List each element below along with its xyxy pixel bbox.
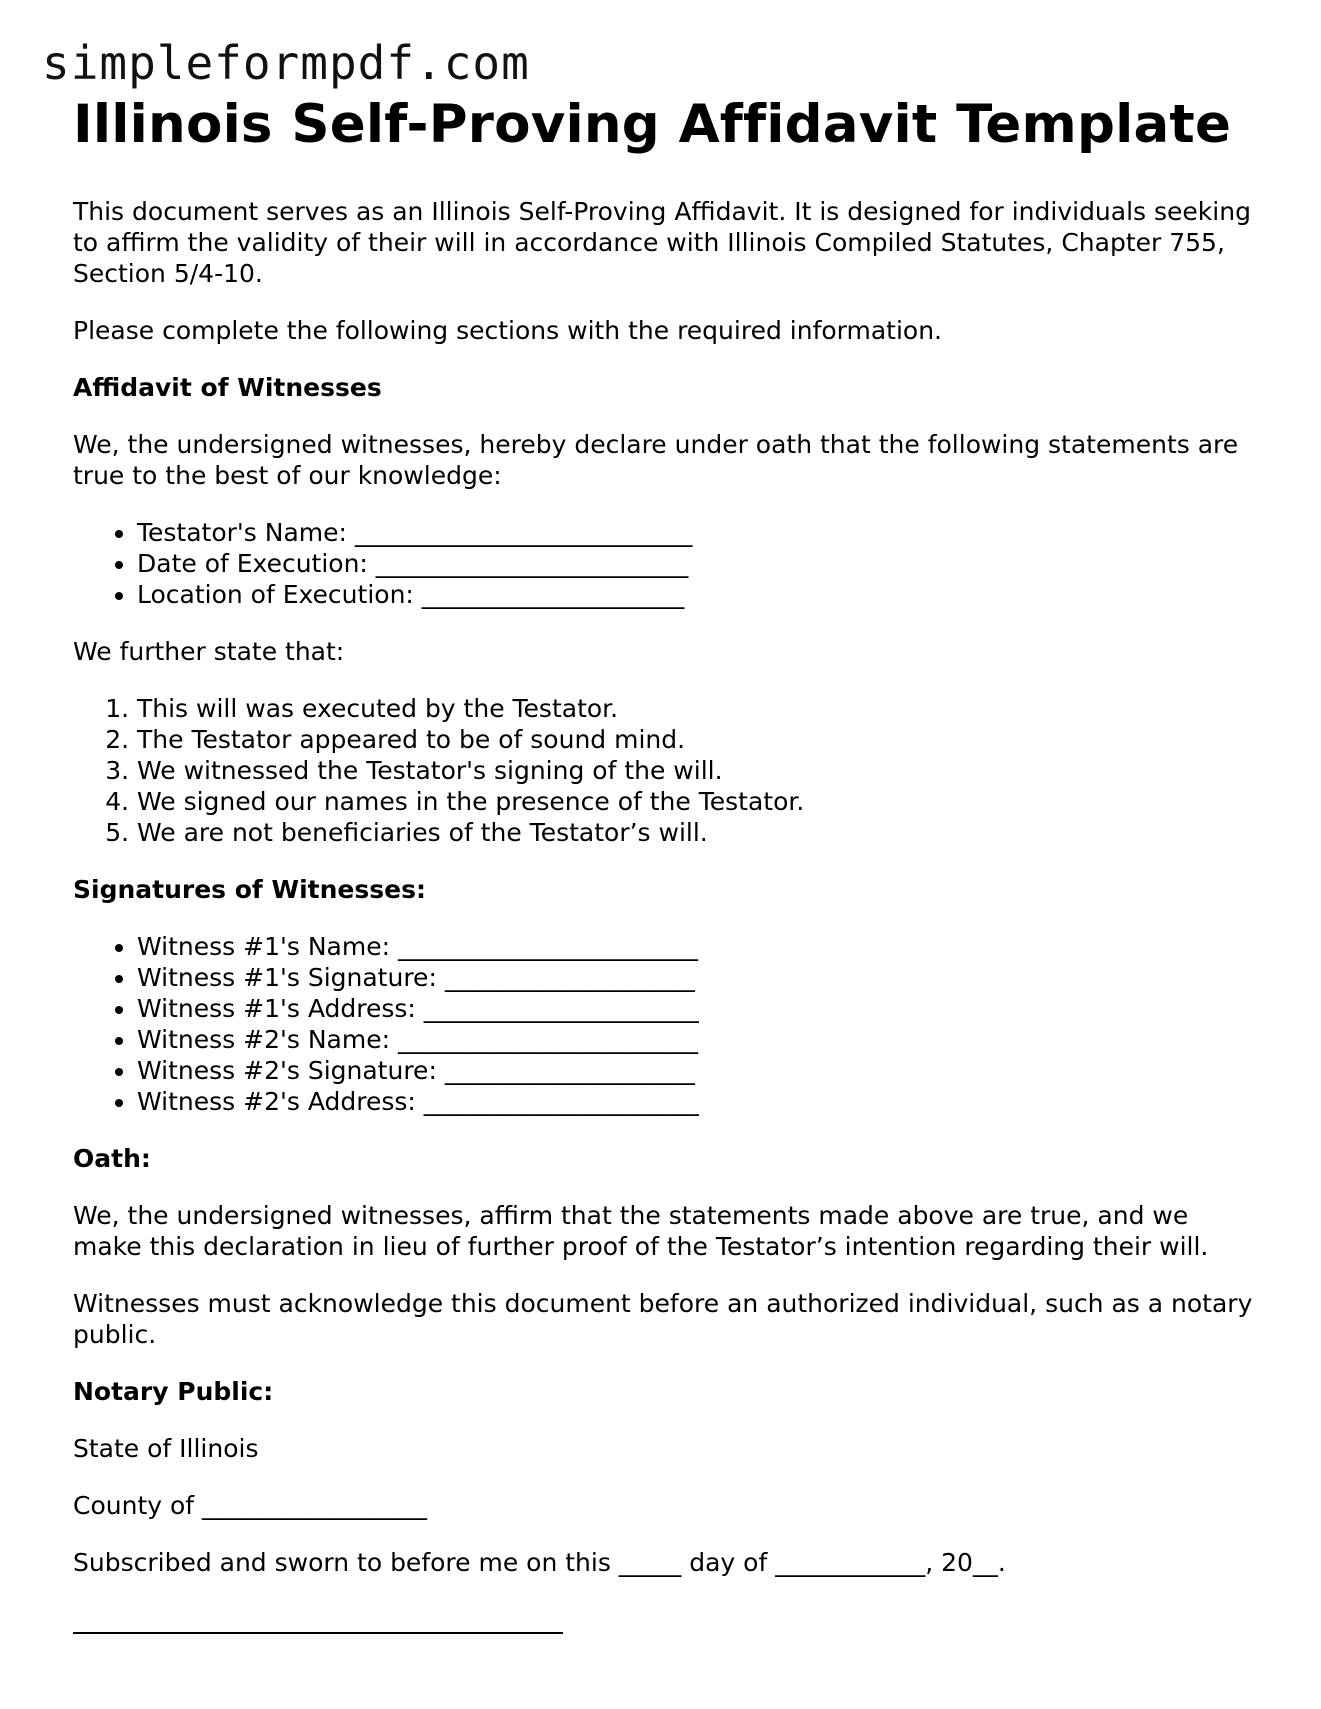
affidavit-heading: Affidavit of Witnesses — [73, 373, 382, 402]
testator-fields-list — [73, 517, 1263, 610]
statements-list — [73, 693, 1263, 848]
witness2-address-field[interactable]: • Witness #2's Address: ______________________ — [137, 1086, 1263, 1117]
intro-paragraph: This document serves as an Illinois Self-Proving Affidavit. It is designed for individuals seeking to affirm the validity of their will in accordance with Illinois Compiled Statutes, Chapter 755, Section 5/4-10. — [73, 197, 1251, 288]
statement-item: 1. This will was executed by the Testator. — [137, 693, 1263, 724]
instructions-paragraph: Please complete the following sections with the required information. — [73, 316, 943, 345]
testator-name-field[interactable]: • Testator's Name: ___________________________ — [137, 517, 1263, 548]
declaration-paragraph: We, the undersigned witnesses, hereby declare under oath that the following statements are true to the best of our knowledge: — [73, 430, 1239, 490]
statement-item: 2. The Testator appeared to be of sound mind. — [137, 724, 1263, 755]
oath-heading: Oath: — [73, 1144, 151, 1173]
oath-paragraph: We, the undersigned witnesses, affirm that the statements made above are true, and we make this declaration in lieu of further proof of the Testator’s intention regarding their will. — [73, 1201, 1209, 1261]
acknowledge-paragraph: Witnesses must acknowledge this document before an authorized individual, such as a notary public. — [73, 1289, 1253, 1349]
document-body — [73, 92, 1263, 1634]
signatures-heading: Signatures of Witnesses: — [73, 875, 426, 904]
page-title: Illinois Self-Proving Affidavit Template — [73, 94, 1232, 155]
witness1-address-field[interactable]: • Witness #1's Address: ______________________ — [137, 993, 1263, 1024]
statement-item: 5. We are not beneficiaries of the Testator’s will. — [137, 817, 1263, 848]
notary-heading: Notary Public: — [73, 1377, 274, 1406]
further-state-paragraph: We further state that: — [73, 637, 345, 666]
state-line: State of Illinois — [73, 1434, 259, 1463]
statement-item: 3. We witnessed the Testator's signing of the will. — [137, 755, 1263, 786]
notary-signature-line[interactable] — [73, 1602, 563, 1634]
execution-location-field[interactable]: • Location of Execution: _____________________ — [137, 579, 1263, 610]
witness1-signature-field[interactable]: • Witness #1's Signature: ____________________ — [137, 962, 1263, 993]
witness1-name-field[interactable]: • Witness #1's Name: ________________________ — [137, 931, 1263, 962]
witness-fields-list — [73, 931, 1263, 1117]
sworn-date-field[interactable]: Subscribed and sworn to before me on this _____ day of ____________, 20__. — [73, 1548, 1006, 1577]
county-field[interactable]: County of __________________ — [73, 1491, 428, 1520]
execution-date-field[interactable]: • Date of Execution: _________________________ — [137, 548, 1263, 579]
witness2-signature-field[interactable]: • Witness #2's Signature: ____________________ — [137, 1055, 1263, 1086]
statement-item: 4. We signed our names in the presence of the Testator. — [137, 786, 1263, 817]
watermark-text: simpleformpdf.com — [42, 36, 530, 90]
witness2-name-field[interactable]: • Witness #2's Name: ________________________ — [137, 1024, 1263, 1055]
